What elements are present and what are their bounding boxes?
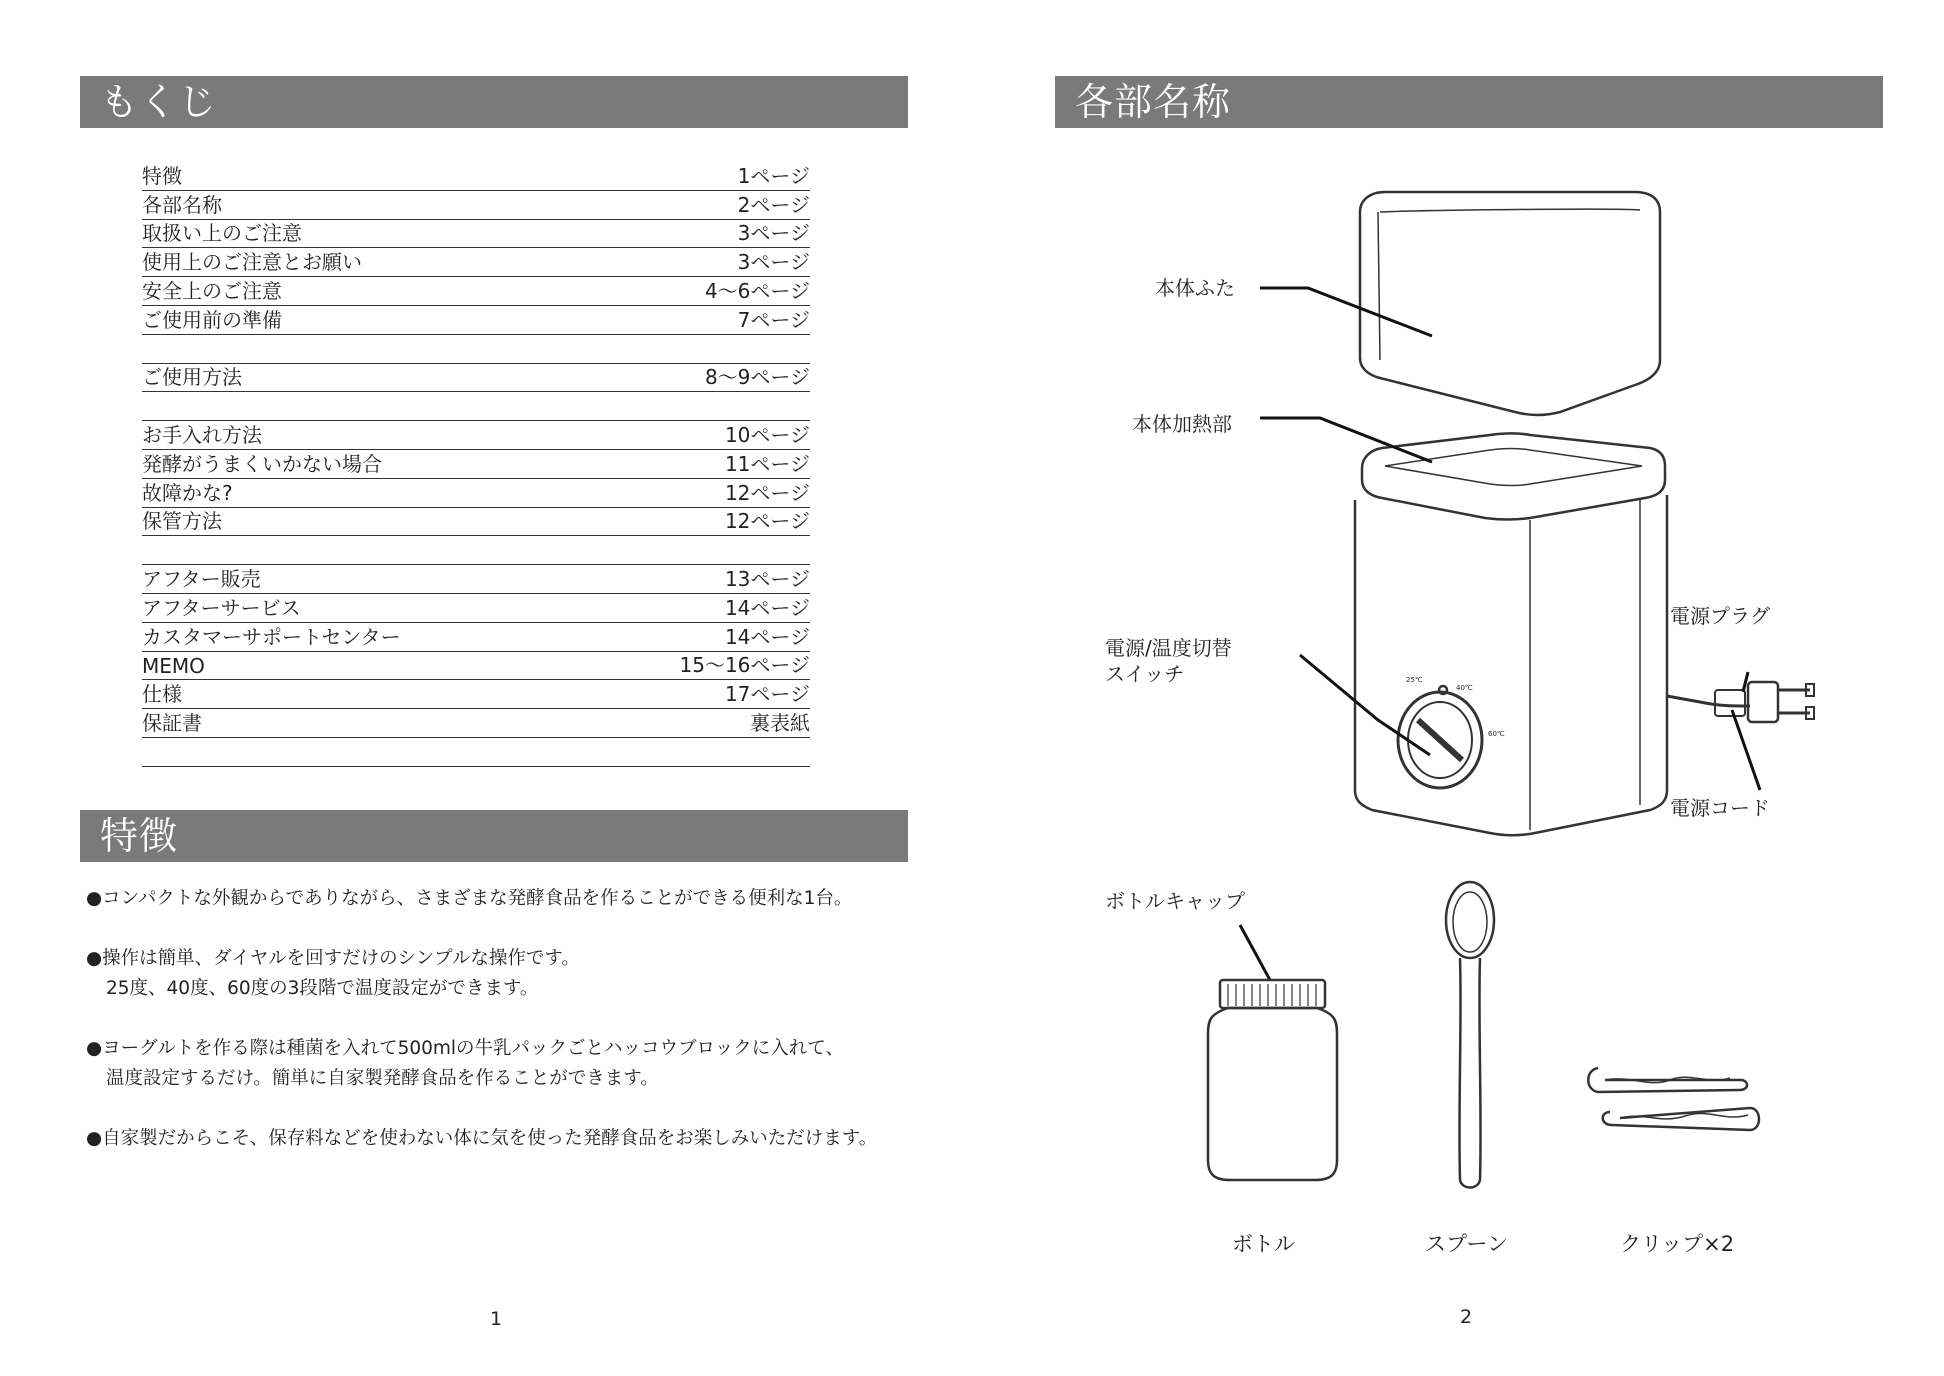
toc-item-page: 13ページ [724,566,810,591]
toc-item-label: アフター販売 [142,566,261,591]
plug-label: 電源プラグ [1670,604,1770,628]
toc-row [142,248,810,277]
toc-item-label: カスタマーサポートセンター [142,624,401,649]
heater-body-illustration [1355,434,1814,836]
table-of-contents [142,162,810,767]
toc-spacer [142,392,810,421]
toc-spacer [142,536,810,565]
cord-label: 電源コード [1670,796,1770,820]
toc-item-page: 3ページ [737,250,810,275]
toc-item-page: 12ページ [724,509,810,534]
toc-item-label: 使用上のご注意とお願い [142,250,362,275]
feature-item [86,884,906,914]
toc-item-label: 保管方法 [142,509,222,534]
spoon-illustration [1446,882,1494,1188]
toc-row [142,594,810,623]
toc-row [142,162,810,191]
toc-item-page: 3ページ [737,221,810,246]
toc-item-page: 14ページ [724,624,810,649]
spoon-caption: スプーン [1425,1232,1508,1256]
feature-line2: 25度、40度、60度の3段階で温度設定ができます。 [106,978,539,999]
bottle-caption: ボトル [1232,1232,1295,1256]
toc-item-page: 11ページ [724,451,810,476]
toc-row [142,306,810,335]
toc-item-label: アフターサービス [142,595,301,620]
toc-item-page: 14ページ [724,595,810,620]
toc-spacer [142,335,810,364]
toc-item-page: 2ページ [737,192,810,217]
toc-item-label: 各部名称 [142,192,222,217]
feature-line1: ●自家製だからこそ、保存料などを使わない体に気を使った発酵食品をお楽しみいただけます。 [86,1128,878,1149]
feature-item [86,944,906,1004]
toc-item-label: 保証書 [142,710,202,735]
bottle-illustration [1208,980,1337,1180]
clip-caption: クリップ×2 [1620,1232,1735,1256]
toc-row [142,220,810,249]
toc-row [142,565,810,594]
toc-item-label: 特徴 [142,163,182,188]
dial-mark-40: 40℃ [1456,684,1473,692]
switch-label-line1: 電源/温度切替 [1105,636,1232,660]
toc-title: もくじ [80,76,908,128]
toc-item-label: 発酵がうまくいかない場合 [142,451,382,476]
toc-row [142,191,810,220]
toc-item-label: 故障かな? [142,480,233,505]
toc-item-label: 安全上のご注意 [142,278,282,303]
toc-item-label: ご使用方法 [142,365,242,390]
feature-item [86,1124,906,1154]
toc-row [142,680,810,709]
toc-item-page: 17ページ [724,682,810,707]
toc-row [142,277,810,306]
product-parts-diagram [1060,150,1900,1300]
features-list [86,884,906,1184]
leader-lines [1240,288,1760,980]
toc-row [142,479,810,508]
toc-item-label: 取扱い上のご注意 [142,221,302,246]
parts-title: 各部名称 [1055,76,1883,128]
feature-line2: 温度設定するだけ。簡単に自家製発酵食品を作ることができます。 [106,1068,659,1089]
toc-item-label: 仕様 [142,682,182,707]
toc-item-page: 裏表紙 [750,710,810,735]
toc-row [142,508,810,537]
toc-item-page: 12ページ [724,480,810,505]
dial-mark-25: 25℃ [1406,676,1423,684]
switch-label-line2: スイッチ [1105,662,1185,686]
toc-item-label: MEMO [142,654,205,679]
bottle-cap-label: ボトルキャップ [1105,889,1245,913]
toc-item-page: 7ページ [737,307,810,332]
toc-row [142,652,810,681]
toc-item-page: 4〜6ページ [704,278,810,303]
feature-line1: ●操作は簡単、ダイヤルを回すだけのシンプルな操作です。 [86,948,580,969]
toc-item-label: ご使用前の準備 [142,307,282,332]
features-title: 特徴 [80,810,908,862]
toc-row [142,450,810,479]
toc-item-page: 8〜9ページ [704,365,810,390]
toc-spacer [142,738,810,767]
heater-label: 本体加熱部 [1132,412,1232,436]
lid-label: 本体ふた [1155,276,1235,300]
clip-illustration [1588,1068,1759,1130]
toc-item-page: 15〜16ページ [679,653,810,678]
page-number-right: 2 [1460,1306,1473,1328]
toc-row [142,709,810,738]
toc-item-page: 1ページ [737,163,810,188]
dial-mark-60: 60℃ [1488,730,1505,738]
toc-item-page: 10ページ [724,422,810,447]
page-number-left: 1 [490,1308,503,1330]
toc-row [142,421,810,450]
feature-line1: ●コンパクトな外観からでありながら、さまざまな発酵食品を作ることができる便利な1台。 [86,888,853,909]
toc-row [142,364,810,393]
toc-item-label: お手入れ方法 [142,422,262,447]
lid-illustration [1360,192,1660,415]
feature-line1: ●ヨーグルトを作る際は種菌を入れて500mlの牛乳パックごとハッコウブロックに入れて、 [86,1038,844,1059]
toc-row [142,623,810,652]
feature-item [86,1034,906,1094]
